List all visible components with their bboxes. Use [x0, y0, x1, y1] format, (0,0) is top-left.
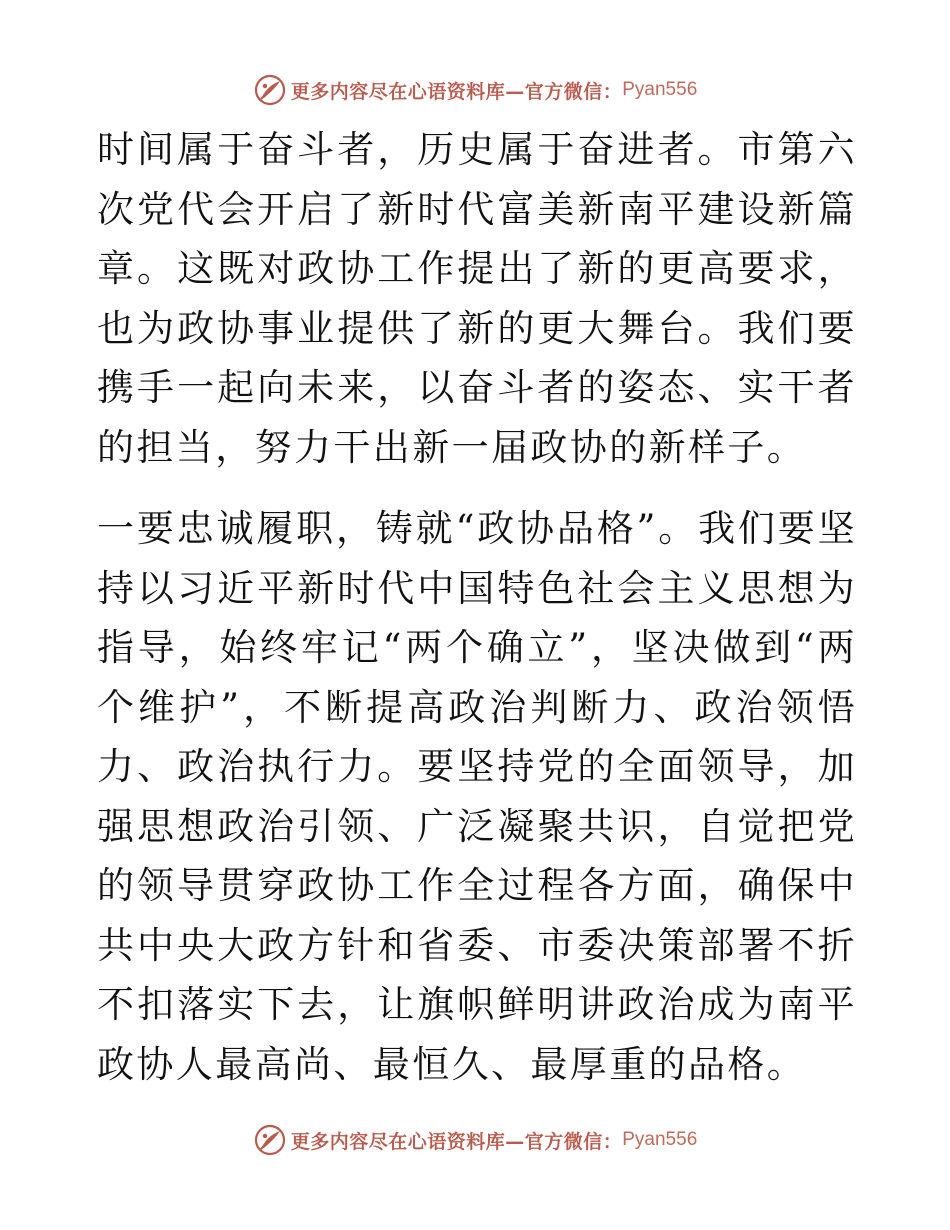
banner-wechat-handle: Pyan556 [622, 79, 698, 100]
banner-text: 更多内容尽在心语资料库—官方微信： [290, 1130, 623, 1153]
banner-text: 更多内容尽在心语资料库—官方微信： [290, 80, 623, 103]
document-body [97, 120, 857, 1094]
paragraph-1: 时间属于奋斗者，历史属于奋进者。市第六次党代会开启了新时代富美新南平建设新篇章。这既对政协工作提出了新的更高要求，也为政协事业提供了新的更大舞台。我们要携手一起向未来，以奋斗者的姿态、实干者的担当，努力干出新一届政协的新样子。 [97, 128, 857, 469]
banner-wechat-handle: Pyan556 [622, 1129, 698, 1150]
quill-seal-icon [253, 73, 287, 107]
footer-banner [0, 1120, 950, 1160]
header-banner [0, 70, 950, 110]
quill-seal-icon [253, 1123, 287, 1157]
paragraph-2: 一要忠诚履职，铸就“政协品格”。我们要坚持以习近平新时代中国特色社会主义思想为指导，始终牢记“两个确立”，坚决做到“两个维护”，不断提高政治判断力、政治领悟力、政治执行力。要坚持党的全面领导，加强思想政治引领、广泛凝聚共识，自觉把党的领导贯穿政协工作全过程各方面，确保中共中央大政方针和省委、市委决策部署不折不扣落实下去，让旗帜鲜明讲政治成为南平政协人最高尚、最恒久、最厚重的品格。 [97, 507, 857, 1086]
